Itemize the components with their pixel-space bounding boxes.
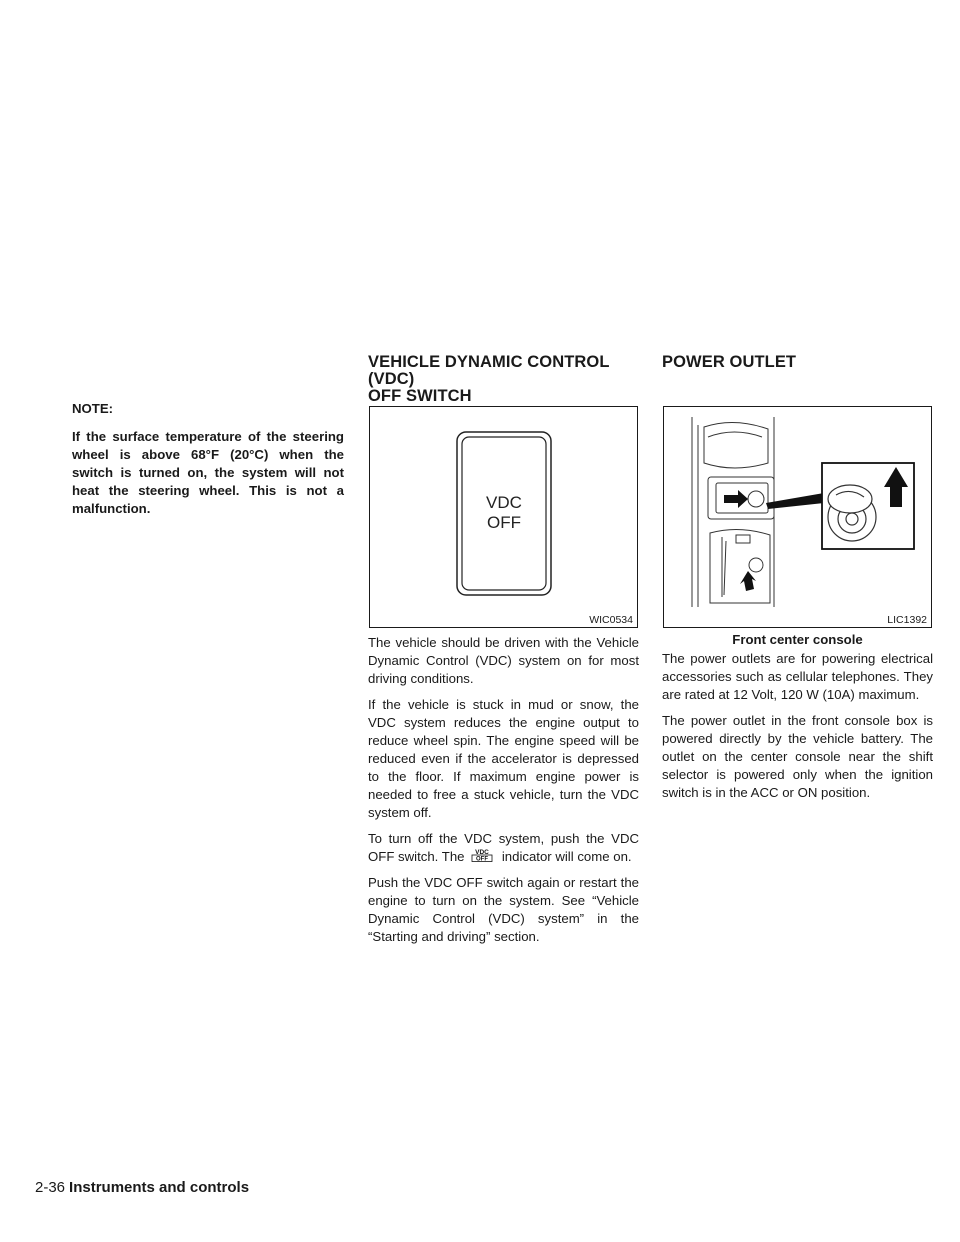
vdc-off-indicator-icon (470, 848, 494, 862)
power-paragraph: The power outlet in the front console box is powered directly by the vehicle battery. The outlet on the center console near the shift selector is powered only when the ignition switch is in the ACC or ON position. (662, 713, 933, 800)
vdc-switch-figure (369, 406, 638, 628)
turn-off-text-before: To turn off the VDC system, push the VDC OFF switch. The (368, 831, 639, 864)
page-footer (35, 1179, 249, 1196)
vdc-restart-paragraph: Push the VDC OFF switch again or restart the engine to turn on the system. See “Vehicle Dynamic Control (VDC) system” in the “Starting and driving” section. (368, 875, 639, 944)
indicator-line2: OFF (476, 856, 489, 862)
note-body: If the surface temperature of the steering wheel is above 68°F (20°C) when the switch is turned on, the system will not heat the steering wheel. This is not a malfunction. (72, 429, 344, 516)
power-body (662, 650, 933, 810)
vdc-switch-illustration (370, 407, 636, 626)
vdc-switch-label-line1: VDC (486, 493, 522, 512)
indicator-line1: VDC (475, 849, 490, 856)
power-paragraph: The power outlets are for powering electrical accessories such as cellular telephones. They are rated at 12 Volt, 120 W (10A) maximum. (662, 651, 933, 702)
vdc-switch-label-line2: OFF (487, 513, 521, 532)
power-section-title: POWER OUTLET (662, 353, 797, 371)
vdc-title-line1: VEHICLE DYNAMIC CONTROL (VDC) (368, 353, 610, 388)
vdc-section-title (368, 354, 648, 405)
console-illustration (664, 407, 930, 626)
figure-caption: Front center console (732, 632, 863, 647)
footer-section-title: Instruments and controls (69, 1179, 250, 1196)
note-block (72, 400, 344, 526)
figure-code: WIC0534 (589, 614, 633, 626)
console-figure (663, 406, 932, 628)
page-number: 2-36 (35, 1179, 66, 1196)
vdc-paragraph: If the vehicle is stuck in mud or snow, the VDC system reduces the engine output to reduce wheel spin. The engine speed will be reduced even if the accelerator is depressed to the floor. If maximum engine power is needed to free a stuck vehicle, turn the VDC system off. (368, 697, 639, 820)
vdc-turn-off-paragraph (368, 830, 639, 866)
figure-code: LIC1392 (887, 614, 927, 626)
note-heading: NOTE: (72, 401, 114, 416)
vdc-title-line2: OFF SWITCH (368, 387, 472, 405)
vdc-paragraph: The vehicle should be driven with the Vehicle Dynamic Control (VDC) system on for most driving conditions. (368, 635, 639, 686)
turn-off-text-after: indicator will come on. (501, 849, 632, 864)
vdc-body (368, 634, 639, 954)
